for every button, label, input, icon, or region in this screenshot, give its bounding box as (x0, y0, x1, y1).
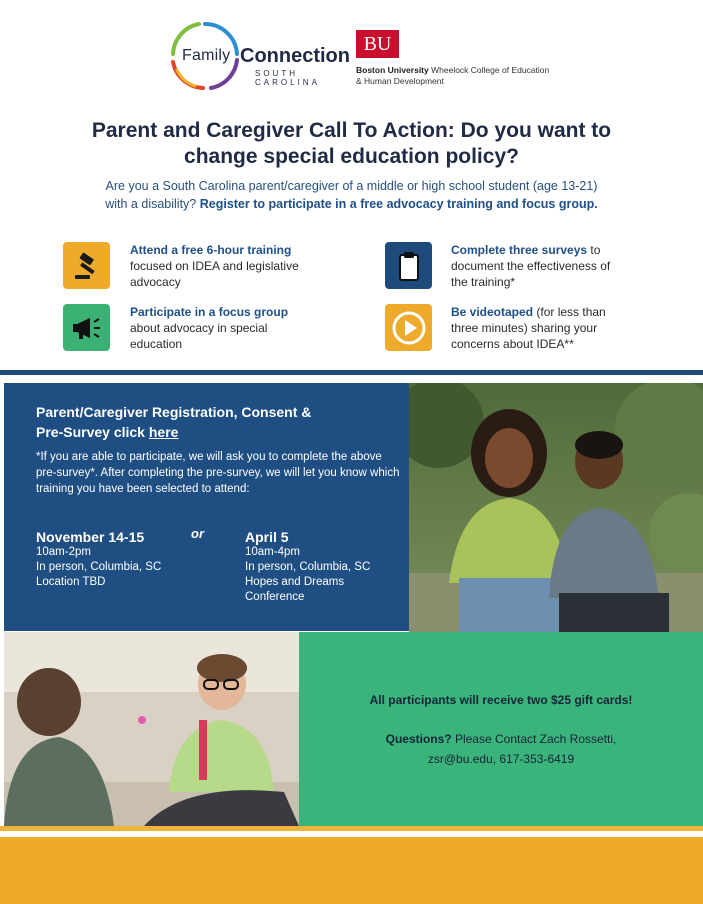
child-bubbles-photo (4, 632, 299, 826)
action-surveys-line3: the training* (451, 275, 516, 289)
parent-child-photo (409, 383, 703, 632)
action-video-line2: three minutes) sharing your (451, 321, 598, 335)
intro-register-text: Register to participate in a free advocacy training and focus group. (199, 197, 598, 211)
questions-text (299, 729, 703, 769)
gavel-icon (63, 242, 110, 289)
clipboard-icon (385, 242, 432, 289)
bu-college-name (356, 65, 556, 87)
action-surveys-rest: to (587, 243, 601, 257)
logo-family-text: Family (182, 47, 231, 64)
play-icon (385, 304, 432, 351)
action-focus-group-line2: about advocacy in special (130, 321, 268, 335)
action-focus-group (130, 304, 350, 352)
section-divider (0, 370, 703, 375)
action-surveys-line2: document the effectiveness of (451, 259, 611, 273)
session-april-event-line1: Hopes and Dreams (245, 576, 345, 588)
registration-heading-line1: Parent/Caregiver Registration, Consent & (36, 404, 312, 420)
intro-line-2: with a disability? (105, 197, 200, 211)
action-video-line3: concerns about IDEA** (451, 337, 574, 351)
registration-link[interactable]: here (148, 424, 179, 440)
action-video-title: Be videotaped (451, 305, 534, 319)
session-april-event-line2: Conference (245, 591, 305, 603)
gift-card-text: All participants will receive two $25 gift cards! (369, 693, 633, 707)
logo-state-text: SOUTH CAROLINA (255, 69, 320, 87)
session-november-date: November 14-15 (36, 529, 145, 545)
title-line-1: Parent and Caregiver Call To Action: Do you want to (91, 119, 612, 142)
bu-name-bold: Boston University (356, 65, 429, 75)
family-connection-logo (165, 16, 350, 96)
or-separator: or (191, 526, 204, 541)
questions-label: Questions? (385, 732, 452, 746)
registration-heading (36, 402, 376, 442)
registration-heading-line2: Pre-Survey click (36, 424, 149, 440)
action-video-rest: (for less than (533, 305, 606, 319)
action-surveys-title: Complete three surveys (451, 243, 588, 257)
page-title (20, 118, 683, 170)
bu-name-rest: Wheelock College of Education (428, 65, 550, 75)
action-training (130, 242, 350, 290)
action-focus-group-title: Participate in a focus group (130, 305, 289, 319)
session-april-place: In person, Columbia, SC (245, 561, 371, 573)
session-april-date: April 5 (245, 529, 289, 545)
session-november-time: 10am-2pm (36, 546, 91, 558)
action-focus-group-line3: education (130, 337, 183, 351)
session-april-time: 10am-4pm (245, 546, 300, 558)
bu-logo: BU (356, 30, 399, 58)
registration-body: *If you are able to participate, we will ask you to complete the above pre-survey*. After completing the pre-survey, we will let you know which training you have been selected to attend: (36, 451, 400, 495)
title-line-2: change special education policy? (184, 145, 519, 168)
session-november-place: In person, Columbia, SC (36, 561, 162, 573)
questions-contact: Please Contact Zach Rossetti, (451, 732, 617, 746)
session-november (36, 529, 206, 590)
action-video (451, 304, 681, 352)
action-training-title: Attend a free 6-hour training (130, 243, 292, 257)
intro-text (40, 177, 663, 213)
session-april (245, 529, 405, 605)
action-training-line2: focused on IDEA and legislative (130, 259, 299, 273)
action-training-line3: advocacy (130, 275, 181, 289)
megaphone-icon (63, 304, 110, 351)
session-november-location: Location TBD (36, 576, 106, 588)
logo-connection-text: Connection (240, 45, 350, 67)
intro-line-1: Are you a South Carolina parent/caregiver of a middle or high school student (age 13-21) (105, 179, 598, 193)
bu-name-line2: & Human Development (356, 76, 444, 86)
footer-band-orange (0, 837, 703, 904)
action-surveys (451, 242, 681, 290)
contact-email-phone[interactable]: zsr@bu.edu, 617-353-6419 (427, 752, 575, 766)
